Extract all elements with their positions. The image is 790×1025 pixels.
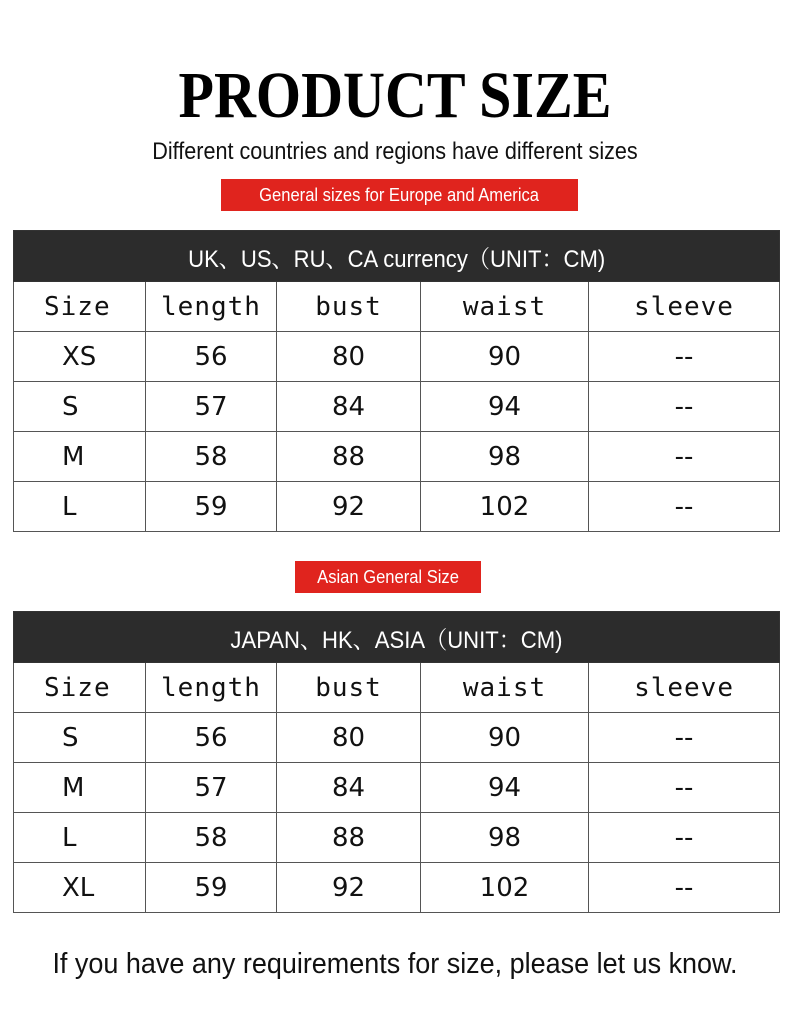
size-cell: M xyxy=(14,763,146,813)
table-row xyxy=(14,482,780,532)
waist-cell: 98 xyxy=(421,432,589,482)
column-header-size: Size xyxy=(14,663,146,713)
sleeve-cell: -- xyxy=(589,713,780,763)
sleeve-cell: -- xyxy=(589,482,780,532)
length-cell: 59 xyxy=(146,863,277,913)
waist-cell: 98 xyxy=(421,813,589,863)
sleeve-cell: -- xyxy=(589,432,780,482)
size-cell: XL xyxy=(14,863,146,913)
size-cell: S xyxy=(14,382,146,432)
table-row xyxy=(14,813,780,863)
europe-america-table-header-label: UK、US、RU、CA currency（UNIT：CM) xyxy=(187,245,606,273)
sleeve-cell: -- xyxy=(589,813,780,863)
waist-cell: 94 xyxy=(421,763,589,813)
bust-cell: 80 xyxy=(277,332,421,382)
asian-size-table xyxy=(13,611,780,913)
waist-cell: 90 xyxy=(421,332,589,382)
page-title: PRODUCT SIZE xyxy=(178,59,612,132)
waist-cell: 102 xyxy=(421,482,589,532)
europe-america-table-header xyxy=(14,231,780,282)
size-request-note: If you have any requirements for size, please let us know. xyxy=(52,948,738,980)
bust-cell: 92 xyxy=(277,482,421,532)
column-header-waist: waist xyxy=(421,663,589,713)
europe-america-badge xyxy=(221,179,578,211)
waist-cell: 94 xyxy=(421,382,589,432)
column-header-sleeve: sleeve xyxy=(589,663,780,713)
bust-cell: 84 xyxy=(277,763,421,813)
size-cell: XS xyxy=(14,332,146,382)
sleeve-cell: -- xyxy=(589,763,780,813)
column-header-waist: waist xyxy=(421,282,589,332)
length-cell: 56 xyxy=(146,713,277,763)
page-subtitle: Different countries and regions have different sizes xyxy=(152,138,638,165)
waist-cell: 90 xyxy=(421,713,589,763)
length-cell: 58 xyxy=(146,432,277,482)
asian-size-badge-label: Asian General Size xyxy=(317,567,459,587)
size-cell: M xyxy=(14,432,146,482)
table-row xyxy=(14,863,780,913)
europe-america-size-table xyxy=(13,230,780,532)
size-cell: S xyxy=(14,713,146,763)
asian-table-header-label: JAPAN、HK、ASIA（UNIT：CM) xyxy=(230,626,563,654)
bust-cell: 88 xyxy=(277,432,421,482)
length-cell: 57 xyxy=(146,763,277,813)
bust-cell: 80 xyxy=(277,713,421,763)
table-row xyxy=(14,763,780,813)
size-cell: L xyxy=(14,813,146,863)
length-cell: 57 xyxy=(146,382,277,432)
length-cell: 59 xyxy=(146,482,277,532)
column-header-length: length xyxy=(146,282,277,332)
sleeve-cell: -- xyxy=(589,382,780,432)
bust-cell: 92 xyxy=(277,863,421,913)
column-header-sleeve: sleeve xyxy=(589,282,780,332)
length-cell: 56 xyxy=(146,332,277,382)
column-header-bust: bust xyxy=(277,663,421,713)
table-column-header-row xyxy=(14,663,780,713)
table-row xyxy=(14,332,780,382)
length-cell: 58 xyxy=(146,813,277,863)
waist-cell: 102 xyxy=(421,863,589,913)
bust-cell: 84 xyxy=(277,382,421,432)
table-column-header-row xyxy=(14,282,780,332)
bust-cell: 88 xyxy=(277,813,421,863)
column-header-length: length xyxy=(146,663,277,713)
asian-size-badge xyxy=(295,561,481,593)
column-header-size: Size xyxy=(14,282,146,332)
size-cell: L xyxy=(14,482,146,532)
table-row xyxy=(14,713,780,763)
table-row xyxy=(14,382,780,432)
sleeve-cell: -- xyxy=(589,332,780,382)
table-row xyxy=(14,432,780,482)
sleeve-cell: -- xyxy=(589,863,780,913)
column-header-bust: bust xyxy=(277,282,421,332)
europe-america-badge-label: General sizes for Europe and America xyxy=(259,185,540,205)
asian-table-header xyxy=(14,612,780,663)
